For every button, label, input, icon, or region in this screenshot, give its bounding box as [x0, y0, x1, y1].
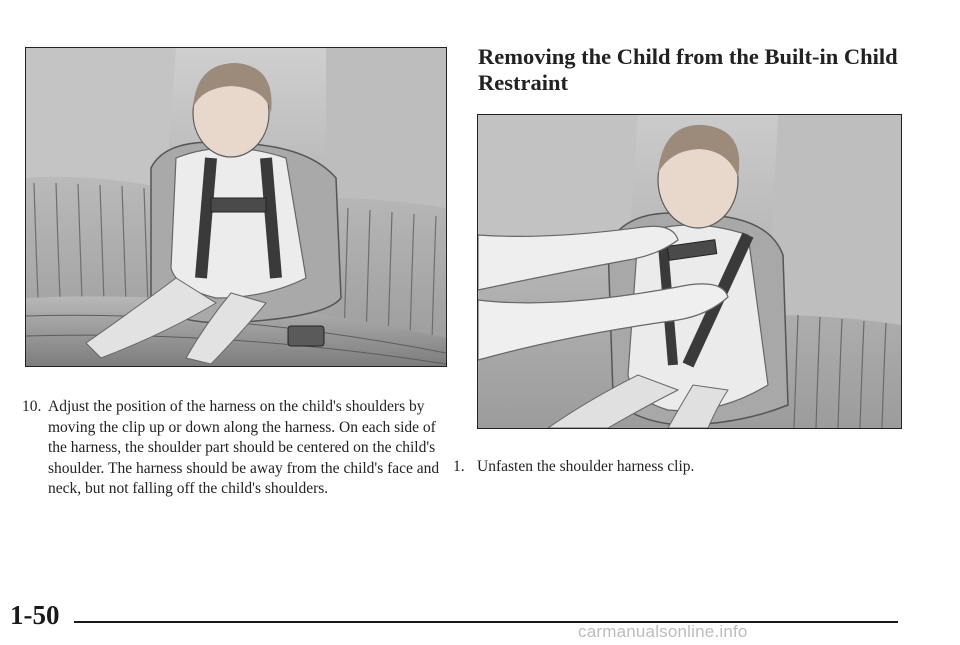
footer-rule [74, 621, 898, 623]
step-text: Unfasten the shoulder harness clip. [477, 458, 695, 475]
instruction-step-1 [453, 457, 893, 478]
child-in-restraint-photo [25, 47, 447, 367]
step-text: Adjust the position of the harness on the child's shoulders by moving the clip up or down along the harness. On each side of the harness, the shoulder part should be centered on the child's shoulder. The harness should be away from the child's face and neck, but not falling off the child's shoulders. [48, 398, 440, 497]
page-number: 1-50 [10, 600, 60, 630]
unfasten-clip-photo [477, 114, 902, 429]
watermark: carmanualsonline.info [578, 622, 748, 641]
unfasten-harness-illustration [478, 115, 901, 428]
step-number: 10. [22, 398, 42, 415]
child-seat-illustration [26, 48, 446, 366]
instruction-step-10 [22, 397, 442, 500]
section-heading: Removing the Child from the Built-in Child Restraint [478, 44, 898, 95]
step-number: 1. [453, 458, 465, 475]
